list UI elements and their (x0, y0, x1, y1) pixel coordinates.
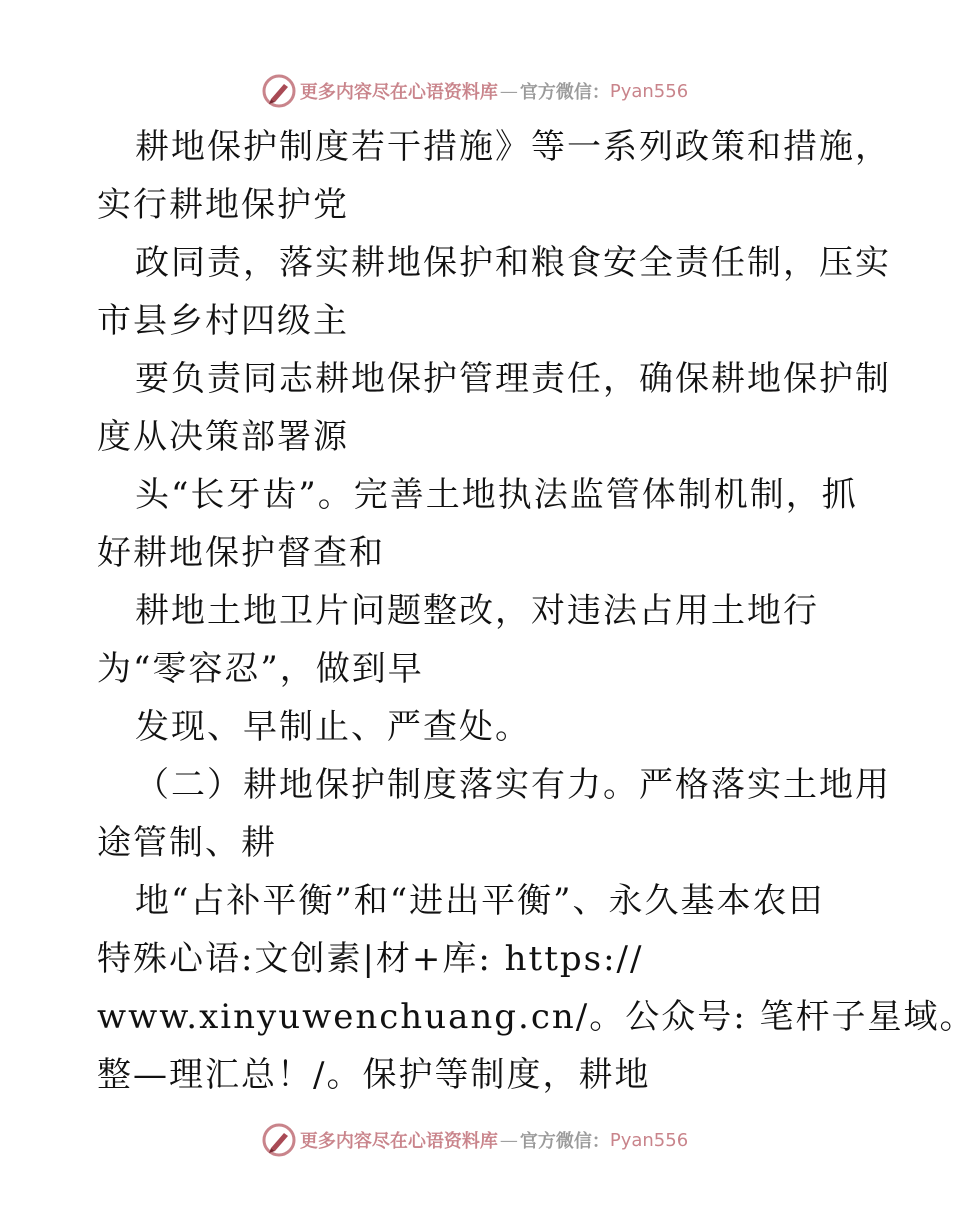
body-text-line: （二）耕地保护制度落实有力。严格落实土地用 (135, 765, 891, 805)
document-body (97, 118, 976, 1104)
banner-main-text: 更多内容尽在心语资料库 (299, 82, 498, 103)
pen-logo-icon (262, 74, 296, 108)
banner-main-text: 更多内容尽在心语资料库 (299, 1131, 498, 1152)
body-text-line: 耕地土地卫片问题整改，对违法占用土地行 (135, 591, 819, 631)
banner-official-label: 官方微信： (519, 82, 610, 103)
body-text-line: 头“长牙齿”。完善土地执法监管体制机制，抓 (135, 475, 858, 515)
body-text-line: 市县乡村四级主 (97, 301, 349, 341)
body-text-line: 特殊心语:文创素|材+库: https:// (97, 939, 644, 979)
banner-account-id: Pyan556 (609, 80, 689, 102)
footer-watermark-banner (0, 1120, 950, 1160)
body-text-line: 为“零容忍”，做到早 (97, 649, 424, 689)
body-text-line: 要负责同志耕地保护管理责任，确保耕地保护制 (135, 359, 891, 399)
banner-official-label: 官方微信： (519, 1131, 610, 1152)
pen-logo-icon (262, 1123, 296, 1157)
body-text-line: www.xinyuwenchuang.cn/。公众号: 笔杆子星域。 (97, 997, 976, 1037)
body-text-line: 实行耕地保护党 (97, 185, 349, 225)
body-text-line: 发现、早制止、严查处。 (135, 707, 531, 747)
body-text-line: 度从决策部署源 (97, 417, 349, 457)
body-text-line: 政同责，落实耕地保护和粮食安全责任制，压实 (135, 243, 891, 283)
banner-account-id: Pyan556 (609, 1129, 689, 1151)
banner-separator: — (499, 1129, 518, 1151)
header-watermark-banner (0, 71, 950, 111)
body-text-line: 地“占补平衡”和“进出平衡”、永久基本农田 (135, 881, 825, 921)
body-text-line: 整—理汇总！/。保护等制度，耕地 (97, 1055, 651, 1095)
body-text-line: 途管制、耕 (97, 823, 277, 863)
body-text-line: 耕地保护制度若干措施》等一系列政策和措施， (135, 127, 891, 167)
banner-separator: — (499, 80, 518, 102)
body-text-line: 好耕地保护督查和 (97, 533, 385, 573)
